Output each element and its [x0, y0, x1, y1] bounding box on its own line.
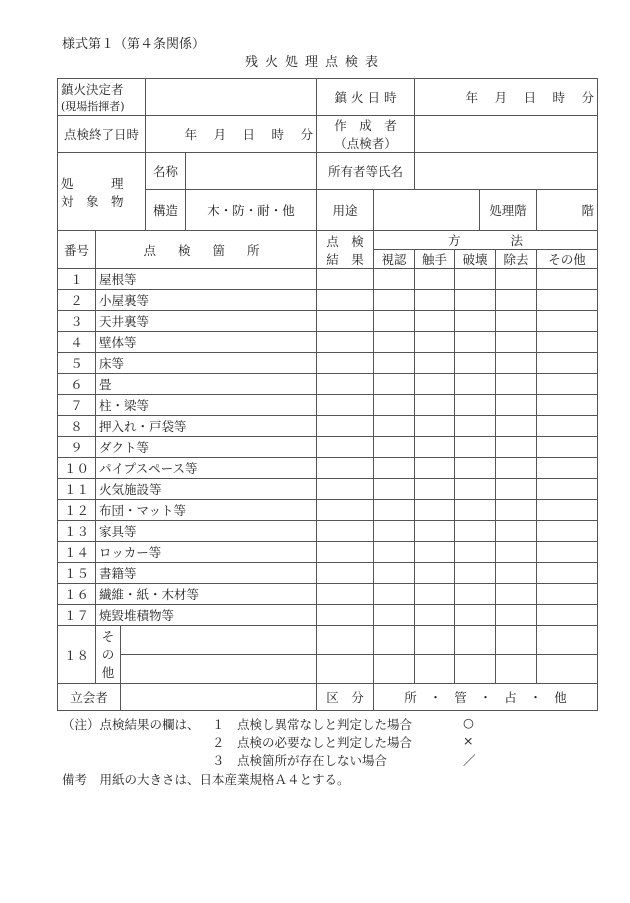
visual-cell[interactable]	[374, 311, 415, 332]
row-location: 焼毀堆積物等	[96, 605, 317, 626]
row-location: 畳	[96, 374, 317, 395]
inspection-end-field[interactable]: 年 月 日 時 分	[146, 116, 317, 153]
remove-cell[interactable]	[496, 584, 537, 605]
witness-field[interactable]	[121, 684, 317, 711]
visual-cell[interactable]	[374, 290, 415, 311]
other-cell[interactable]	[537, 626, 598, 655]
visual-cell[interactable]	[374, 416, 415, 437]
row-number: １０	[58, 458, 96, 479]
break-cell[interactable]	[455, 500, 496, 521]
touch-cell[interactable]	[415, 353, 455, 374]
table-row	[58, 500, 598, 521]
table-row-other	[58, 655, 598, 684]
other-cell[interactable]	[537, 521, 598, 542]
break-cell[interactable]	[455, 416, 496, 437]
table-row	[58, 563, 598, 584]
table-row	[58, 353, 598, 374]
break-cell[interactable]	[455, 395, 496, 416]
row-location: 火気施設等	[96, 479, 317, 500]
row-number: ４	[58, 332, 96, 353]
row-location: 床等	[96, 353, 317, 374]
creator-field[interactable]	[415, 116, 598, 153]
other-cell[interactable]	[537, 374, 598, 395]
touch-cell[interactable]	[415, 542, 455, 563]
visual-cell[interactable]	[374, 626, 415, 655]
other-cell[interactable]	[537, 605, 598, 626]
row-number: ８	[58, 416, 96, 437]
extinguish-decider-label: 鎮火決定者 (現場指揮者)	[58, 79, 146, 116]
other-cell[interactable]	[537, 584, 598, 605]
result-cell[interactable]	[317, 353, 374, 374]
remove-cell[interactable]	[496, 437, 537, 458]
table-row	[58, 269, 598, 290]
table-row	[58, 521, 598, 542]
row-number: １５	[58, 563, 96, 584]
visual-cell[interactable]	[374, 542, 415, 563]
visual-cell[interactable]	[374, 584, 415, 605]
row-location: 押入れ・戸袋等	[96, 416, 317, 437]
page-title: 残火処理点検表	[244, 55, 385, 70]
owner-label: 所有者等氏名	[317, 153, 415, 190]
inspection-table	[57, 78, 598, 711]
touch-cell[interactable]	[415, 563, 455, 584]
table-row	[58, 416, 598, 437]
note-text: 点検し異常なしと判定した場合	[237, 717, 413, 732]
other-cell[interactable]	[537, 479, 598, 500]
row-other-field[interactable]	[121, 626, 317, 655]
visual-cell[interactable]	[374, 332, 415, 353]
target-label: 処 理 対 象 物	[58, 153, 146, 231]
row-number: １１	[58, 479, 96, 500]
row-location: 壁体等	[96, 332, 317, 353]
break-cell[interactable]	[455, 311, 496, 332]
touch-cell[interactable]	[415, 521, 455, 542]
remove-cell[interactable]	[496, 332, 537, 353]
row-location: 繊維・紙・木材等	[96, 584, 317, 605]
break-cell[interactable]	[455, 542, 496, 563]
result-cell[interactable]	[317, 500, 374, 521]
result-cell[interactable]	[317, 332, 374, 353]
result-cell[interactable]	[317, 655, 374, 684]
row-number: ６	[58, 374, 96, 395]
visual-cell[interactable]	[374, 479, 415, 500]
touch-cell[interactable]	[415, 332, 455, 353]
extinguish-datetime-label: 鎮 火 日 時	[317, 79, 415, 116]
touch-cell[interactable]	[415, 269, 455, 290]
row-number: １３	[58, 521, 96, 542]
break-cell[interactable]	[455, 479, 496, 500]
remove-cell[interactable]	[496, 269, 537, 290]
method-header: 方 法	[374, 231, 598, 250]
result-cell[interactable]	[317, 479, 374, 500]
result-cell[interactable]	[317, 521, 374, 542]
floor-field[interactable]: 階	[537, 190, 598, 231]
table-row	[58, 437, 598, 458]
table-row	[58, 458, 598, 479]
remove-cell[interactable]	[496, 626, 537, 655]
break-cell[interactable]	[455, 655, 496, 684]
remove-cell[interactable]	[496, 521, 537, 542]
visual-cell[interactable]	[374, 605, 415, 626]
table-row	[58, 332, 598, 353]
category-field[interactable]: 所 ・ 管 ・ 占 ・ 他	[374, 684, 598, 711]
note-text: 点検の必要なしと判定した場合	[237, 735, 413, 750]
row-location: 家具等	[96, 521, 317, 542]
break-cell[interactable]	[455, 269, 496, 290]
row-number: １７	[58, 605, 96, 626]
other-cell[interactable]	[537, 332, 598, 353]
remove-cell[interactable]	[496, 290, 537, 311]
remove-cell[interactable]	[496, 605, 537, 626]
result-cell[interactable]	[317, 311, 374, 332]
other-cell[interactable]	[537, 353, 598, 374]
structure-label: 構造	[146, 190, 186, 231]
row-number: １６	[58, 584, 96, 605]
row-number: １	[58, 269, 96, 290]
remove-cell[interactable]	[496, 500, 537, 521]
result-cell[interactable]	[317, 605, 374, 626]
other-cell[interactable]	[537, 311, 598, 332]
remove-cell[interactable]	[496, 311, 537, 332]
remove-cell[interactable]	[496, 563, 537, 584]
number-header: 番号	[58, 231, 96, 269]
touch-cell[interactable]	[415, 500, 455, 521]
other-cell[interactable]	[537, 542, 598, 563]
visual-cell[interactable]	[374, 395, 415, 416]
note-number: ３	[212, 753, 225, 768]
result-header: 点 検 結 果	[317, 231, 374, 269]
touch-cell[interactable]	[415, 458, 455, 479]
method-remove: 除去	[496, 250, 537, 269]
touch-cell[interactable]	[415, 374, 455, 395]
row-number: ５	[58, 353, 96, 374]
row-location: 布団・マット等	[96, 500, 317, 521]
creator-label: 作 成 者 （点検者）	[317, 116, 415, 153]
touch-cell[interactable]	[415, 416, 455, 437]
table-row	[58, 479, 598, 500]
visual-cell[interactable]	[374, 374, 415, 395]
result-cell[interactable]	[317, 290, 374, 311]
touch-cell[interactable]	[415, 479, 455, 500]
other-cell[interactable]	[537, 269, 598, 290]
method-other: その他	[537, 250, 598, 269]
remove-cell[interactable]	[496, 655, 537, 684]
note-mark: ／	[463, 753, 476, 768]
visual-cell[interactable]	[374, 353, 415, 374]
table-row	[58, 584, 598, 605]
touch-cell[interactable]	[415, 395, 455, 416]
result-cell[interactable]	[317, 458, 374, 479]
table-row-other	[58, 626, 598, 655]
touch-cell[interactable]	[415, 437, 455, 458]
row-location: パイプスペース等	[96, 458, 317, 479]
visual-cell[interactable]	[374, 269, 415, 290]
result-cell[interactable]	[317, 416, 374, 437]
break-cell[interactable]	[455, 332, 496, 353]
remove-cell[interactable]	[496, 542, 537, 563]
note-number: １	[212, 717, 225, 732]
break-cell[interactable]	[455, 458, 496, 479]
usage-field[interactable]	[374, 190, 480, 231]
remove-cell[interactable]	[496, 458, 537, 479]
remove-cell[interactable]	[496, 416, 537, 437]
result-cell[interactable]	[317, 437, 374, 458]
owner-field[interactable]	[415, 153, 598, 190]
other-cell[interactable]	[537, 290, 598, 311]
other-cell[interactable]	[537, 500, 598, 521]
result-cell[interactable]	[317, 374, 374, 395]
method-visual: 視認	[374, 250, 415, 269]
result-cell[interactable]	[317, 563, 374, 584]
other-cell[interactable]	[537, 437, 598, 458]
table-row	[58, 542, 598, 563]
table-row	[58, 605, 598, 626]
result-cell[interactable]	[317, 395, 374, 416]
touch-cell[interactable]	[415, 290, 455, 311]
row-number: ３	[58, 311, 96, 332]
row-location: 屋根等	[96, 269, 317, 290]
touch-cell[interactable]	[415, 655, 455, 684]
remove-cell[interactable]	[496, 395, 537, 416]
row-location: 天井裏等	[96, 311, 317, 332]
break-cell[interactable]	[455, 290, 496, 311]
visual-cell[interactable]	[374, 500, 415, 521]
row-number: ２	[58, 290, 96, 311]
witness-label: 立会者	[58, 684, 121, 711]
other-cell[interactable]	[537, 416, 598, 437]
extinguish-decider-field[interactable]	[146, 79, 317, 116]
break-cell[interactable]	[455, 626, 496, 655]
note-mark: ○	[463, 715, 474, 730]
table-row	[58, 374, 598, 395]
remove-cell[interactable]	[496, 479, 537, 500]
break-cell[interactable]	[455, 563, 496, 584]
touch-cell[interactable]	[415, 605, 455, 626]
result-cell[interactable]	[317, 542, 374, 563]
table-row	[58, 290, 598, 311]
note-text: 点検箇所が存在しない場合	[237, 753, 388, 768]
inspection-end-label: 点検終了日時	[58, 116, 146, 153]
break-cell[interactable]	[455, 584, 496, 605]
floor-label: 処理階	[480, 190, 537, 231]
location-header: 点 検 箇 所	[96, 231, 317, 269]
notes-lead: （注）点検結果の欄は、	[62, 717, 200, 732]
form-id: 様式第１（第４条関係）	[62, 37, 206, 52]
row-location: 柱・梁等	[96, 395, 317, 416]
remove-cell[interactable]	[496, 353, 537, 374]
other-cell[interactable]	[537, 458, 598, 479]
touch-cell[interactable]	[415, 626, 455, 655]
break-cell[interactable]	[455, 521, 496, 542]
row-number: １２	[58, 500, 96, 521]
method-break: 破壊	[455, 250, 496, 269]
visual-cell[interactable]	[374, 458, 415, 479]
row-other-field[interactable]	[121, 655, 317, 684]
row-other-label: その他	[96, 626, 121, 684]
other-cell[interactable]	[537, 563, 598, 584]
result-cell[interactable]	[317, 269, 374, 290]
category-label: 区 分	[317, 684, 374, 711]
touch-cell[interactable]	[415, 584, 455, 605]
result-cell[interactable]	[317, 626, 374, 655]
visual-cell[interactable]	[374, 437, 415, 458]
row-number: １４	[58, 542, 96, 563]
table-row	[58, 311, 598, 332]
structure-field[interactable]: 木・防・耐・他	[186, 190, 317, 231]
break-cell[interactable]	[455, 353, 496, 374]
visual-cell[interactable]	[374, 563, 415, 584]
usage-label: 用途	[317, 190, 374, 231]
method-touch: 触手	[415, 250, 455, 269]
visual-cell[interactable]	[374, 655, 415, 684]
result-cell[interactable]	[317, 584, 374, 605]
visual-cell[interactable]	[374, 521, 415, 542]
name-label: 名称	[146, 153, 186, 190]
remark: 備考 用紙の大きさは、日本産業規格Ａ４とする。	[62, 772, 350, 787]
note-number: ２	[212, 735, 225, 750]
remove-cell[interactable]	[496, 374, 537, 395]
break-cell[interactable]	[455, 437, 496, 458]
table-row	[58, 395, 598, 416]
extinguish-datetime-field[interactable]: 年 月 日 時 分	[415, 79, 598, 116]
row-location: ロッカー等	[96, 542, 317, 563]
other-cell[interactable]	[537, 655, 598, 684]
row-location: ダクト等	[96, 437, 317, 458]
break-cell[interactable]	[455, 605, 496, 626]
row-location: 書籍等	[96, 563, 317, 584]
row-location: 小屋裏等	[96, 290, 317, 311]
name-field[interactable]	[186, 153, 317, 190]
row-number: １８	[58, 626, 96, 684]
break-cell[interactable]	[455, 374, 496, 395]
row-number: ９	[58, 437, 96, 458]
other-cell[interactable]	[537, 395, 598, 416]
row-number: ７	[58, 395, 96, 416]
note-mark: ×	[463, 733, 474, 748]
touch-cell[interactable]	[415, 311, 455, 332]
